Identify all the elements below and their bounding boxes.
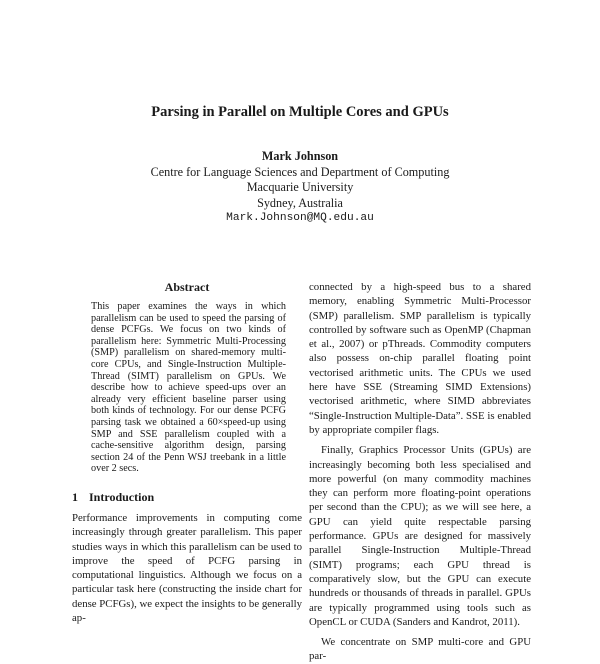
paper-title: Parsing in Parallel on Multiple Cores and GPUs (151, 104, 449, 120)
left-column (72, 280, 302, 475)
body-paragraph: We concentrate on SMP multi-core and GPU par- (309, 636, 531, 663)
author-email: Mark.Johnson@MQ.edu.au (226, 212, 374, 224)
abstract-heading: Abstract (164, 280, 210, 294)
right-column (309, 280, 531, 664)
abstract-text: This paper examines the ways in which parallelism can be used to speed the parsing of dense PCFGs. We focus on two kinds of parallelism here: Symmetric Multi-Processing (SMP) parallelism on shared-memory multi-core CPUs, and Single-Instruction Multiple-Thread (SIMT) parallelism on GPUs. We describe how to achieve speed-ups over an already very efficient baseline parser using both kinds of technology. For our dense PCFG parsing task we obtained a 60×speed-up using SMP and SSE parallelism coupled with a cache-sensitive algorithm design, parsing section 24 of the Penn WSJ treebank in a little over 2 secs. (91, 301, 286, 475)
section-number: 1 (72, 490, 78, 504)
author-block (0, 149, 600, 227)
section-title: Introduction (89, 490, 155, 504)
body-paragraph: Finally, Graphics Processor Units (GPUs) are increasingly becoming both less specialised and more powerful (on many commodity machines they can perform more floating-point operations per second than the CPU); as we will see here, a GPU can yield quite respectable parsing performance. GPUs are designed for massively parallel Single-Instruction Multiple-Thread (SIMT) programs; each GPU thread is comparatively slow, but the GPU can execute hundreds or thousands of threads in parallel. GPUs are typically programmed using tools such as OpenCL or CUDA (Sanders and Kandrot, 2011). (309, 444, 531, 628)
body-paragraph: connected by a high-speed bus to a shared memory, enabling Symmetric Multi-Processor (SMP) parallelism. SMP parallelism is typically controlled by software such as OpenMP (Chapman et al., 2007) or pThreads. Commodity computers also possess on-chip parallel floating point vectorised arithmetic units. The CPUs we used here have SSE (Streaming SIMD Extensions) vectorised arithmetic, where SIMD abbreviates “Single-Instruction Multiple-Data”. SSE is enabled by appropriate compiler flags. (309, 281, 531, 436)
author-name: Mark Johnson (261, 149, 339, 163)
section-heading-introduction (72, 490, 154, 505)
introduction-text: Performance improvements in computing come increasingly through greater parallelism. This paper studies ways in which this parallelism can be used to improve the speed of PCFG parsing in computational linguistics. Although we focus on a particular task here (constructing the inside chart for dense PCFGs), we expect the insights to be generally ap- (72, 512, 302, 625)
author-affiliation: Centre for Language Sciences and Department of Computing (150, 164, 450, 179)
author-location: Sydney, Australia (257, 195, 343, 210)
author-university: Macquarie University (246, 180, 354, 194)
